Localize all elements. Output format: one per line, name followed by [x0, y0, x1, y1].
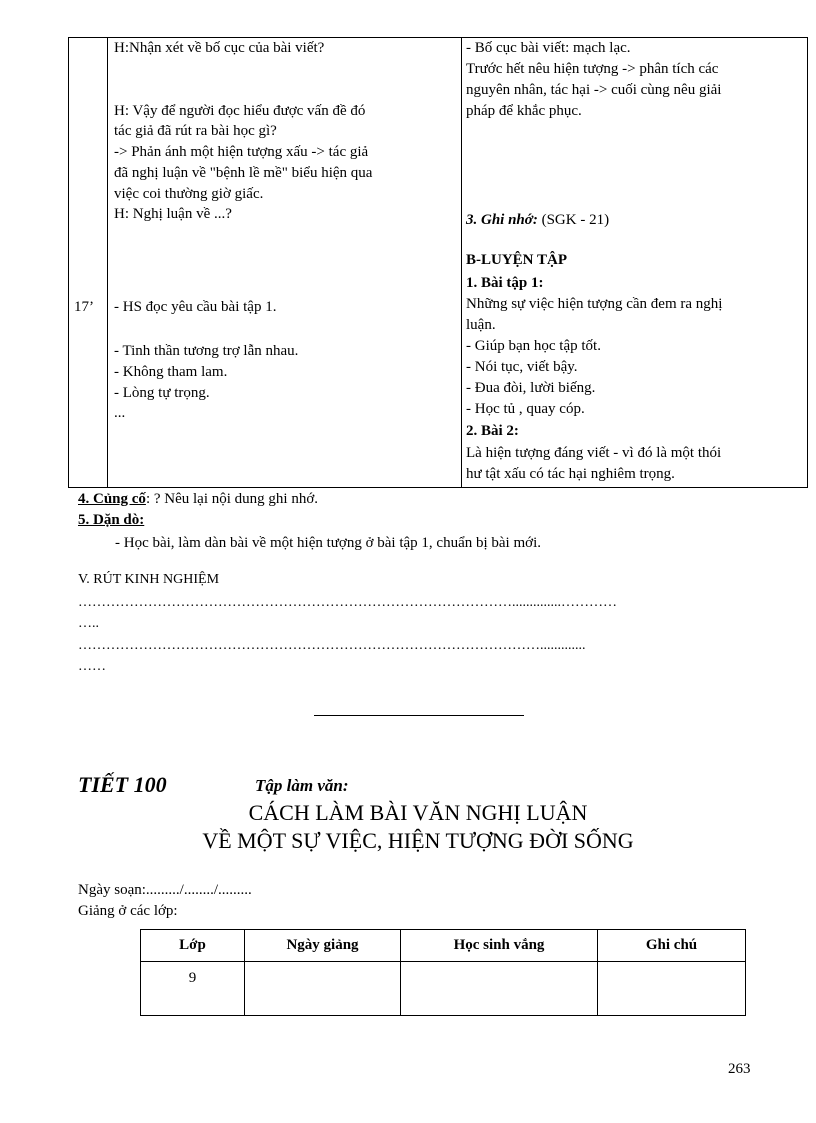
consolidate-colon: : [145, 491, 151, 507]
content-line: nguyên nhân, tác hại -> cuối cùng nêu giải [466, 82, 722, 98]
teacher-line: H: Nghị luận về ...? [114, 206, 232, 222]
teacher-line: đã nghị luận về "bệnh lề mề" biểu hiện qua [114, 165, 373, 181]
period-number: TIẾT 100 [78, 772, 167, 797]
practice-heading: B-LUYỆN TẬP [466, 252, 567, 268]
time-mark: 17’ [74, 299, 94, 315]
content-line: Trước hết nêu hiện tượng -> phân tích các [466, 61, 719, 77]
table-row [141, 962, 746, 1016]
exercise2-heading: 2. Bài 2: [466, 423, 519, 439]
teacher-line: - Không tham lam. [114, 364, 228, 380]
dotted-line: …… [78, 659, 106, 674]
header-cell: Ghi chú [598, 930, 746, 962]
list-item: - Học tủ , quay cóp. [466, 401, 585, 417]
dotted-line: ………………………………………………………………………………………............. [78, 638, 586, 653]
teacher-line: - Tinh thần tương trợ lẫn nhau. [114, 343, 299, 359]
experience-heading: V. RÚT KINH NGHIỆM [78, 572, 220, 587]
homework-label: 5. Dặn dò: [78, 512, 145, 528]
lesson-table [68, 37, 808, 488]
content-line: pháp để khắc phục. [466, 103, 582, 119]
class-table-header [141, 930, 746, 962]
lesson-title-line1: CÁCH LÀM BÀI VĂN NGHỊ LUẬN [248, 800, 588, 825]
dotted-line: …………………………………………………………………………………..............………… [78, 595, 617, 610]
teacher-line: -> Phản ánh một hiện tượng xấu -> tác giả [114, 144, 369, 160]
consolidate-line [78, 489, 318, 510]
teacher-line: tác giả đã rút ra bài học gì? [114, 123, 277, 139]
dotted-line: ….. [78, 616, 99, 631]
consolidate-text: ? Nêu lại nội dung ghi nhớ. [150, 491, 319, 507]
classes-label: Giảng ở các lớp: [78, 903, 178, 919]
time-column [69, 38, 108, 488]
exercise1-heading: 1. Bài tập 1: [466, 275, 544, 291]
remember-label: 3. Ghi nhớ: [466, 212, 538, 228]
table-cell [598, 962, 746, 1016]
list-item: - Nói tục, viết bậy. [466, 359, 578, 375]
homework-text: - Học bài, làm dàn bài về một hiện tượng ở bài tập 1, chuẩn bị bài mới. [115, 535, 541, 551]
table-cell: 9 [141, 962, 245, 1016]
subject-label: Tập làm văn: [255, 776, 349, 795]
lesson-title-line2: VỀ MỘT SỰ VIỆC, HIỆN TƯỢNG ĐỜI SỐNG [202, 828, 634, 853]
teacher-line: - Lòng tự trọng. [114, 385, 210, 401]
section-divider [314, 715, 524, 716]
content-line: - Bố cục bài viết: mạch lạc. [466, 40, 631, 56]
table-cell [401, 962, 598, 1016]
teacher-line: - HS đọc yêu cầu bài tập 1. [114, 299, 277, 315]
list-item: - Giúp bạn học tập tốt. [466, 338, 601, 354]
remember-ref: (SGK - 21) [537, 212, 610, 228]
teacher-line: H:Nhận xét về bố cục của bài viết? [114, 40, 325, 56]
content-line: Những sự việc hiện tượng cần đem ra nghị [466, 296, 723, 312]
class-table [140, 929, 746, 1016]
header-cell: Ngày giảng [245, 930, 401, 962]
teacher-line: ... [114, 405, 126, 421]
teacher-activity-column [108, 38, 462, 488]
content-line: Là hiện tượng đáng viết - vì đó là một thói [466, 445, 722, 461]
teacher-line: việc coi thường giờ giấc. [114, 186, 264, 202]
header-cell: Học sinh vắng [401, 930, 598, 962]
page-number: 263 [728, 1061, 751, 1077]
content-line: hư tật xấu có tác hại nghiêm trọng. [466, 466, 675, 482]
header-cell: Lớp [141, 930, 245, 962]
content-column [462, 38, 808, 488]
content-line: luận. [466, 317, 496, 333]
table-cell [245, 962, 401, 1016]
list-item: - Đua đòi, lười biếng. [466, 380, 596, 396]
teacher-line: H: Vậy để người đọc hiểu được vấn đề đó [114, 103, 366, 119]
remember-line [466, 210, 609, 231]
consolidate-label: 4. Củng cố [78, 491, 146, 507]
prep-date: Ngày soạn:........./......../......... [78, 882, 252, 898]
